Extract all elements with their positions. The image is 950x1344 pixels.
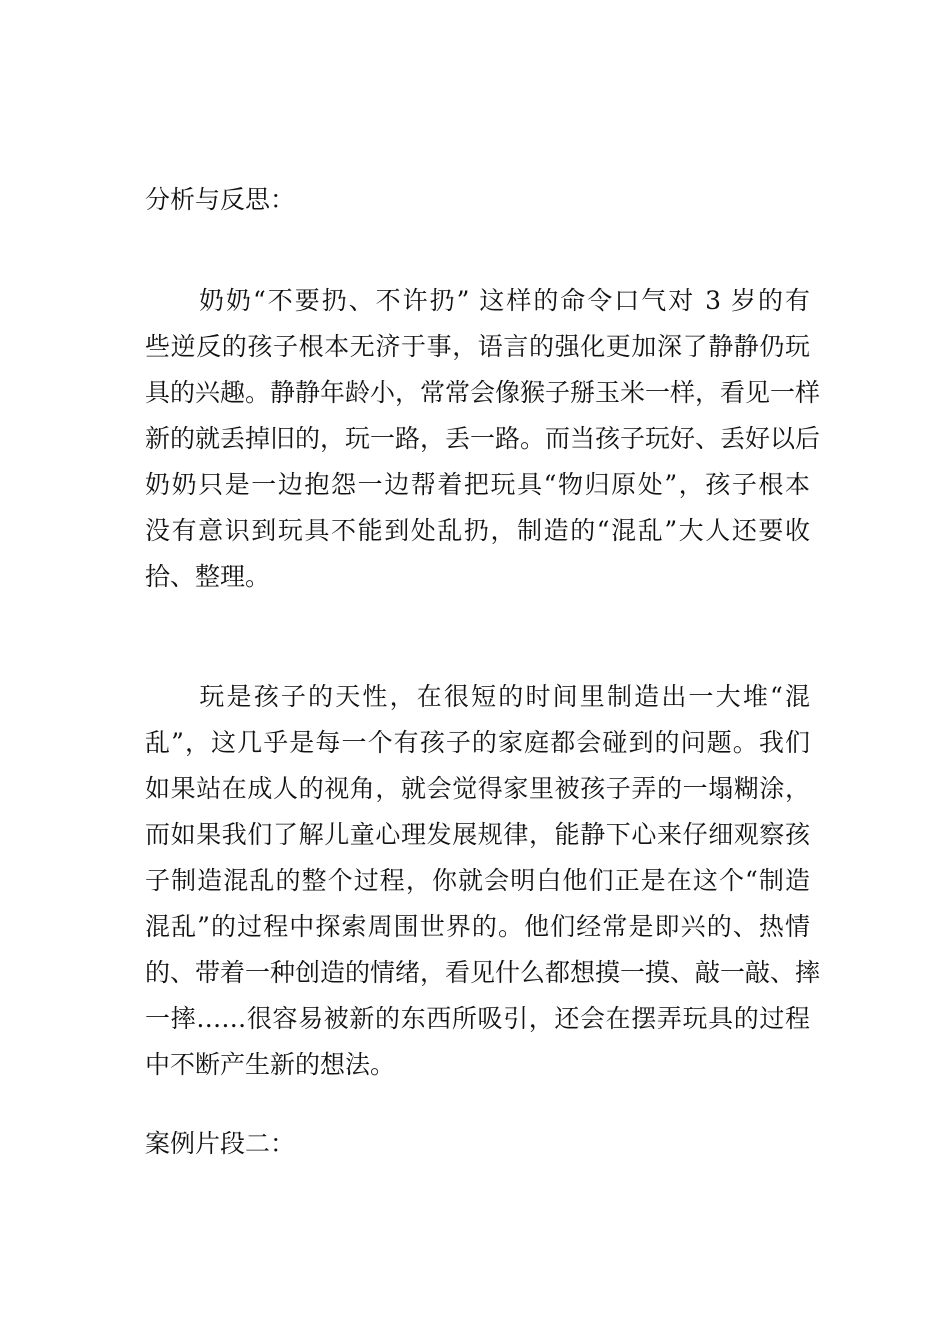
paragraph-line: 子制造混乱的整个过程，你就会明白他们正是在这个“制造 xyxy=(145,866,810,895)
section-heading-case-2: 案例片段二： xyxy=(145,1129,296,1158)
paragraph-line: 奶奶“不要扔、不许扔” 这样的命令口气对 3 岁的有 xyxy=(145,286,810,315)
paragraph-line: 玩是孩子的天性，在很短的时间里制造出一大堆“混 xyxy=(145,682,810,711)
paragraph-line: 乱”，这几乎是每一个有孩子的家庭都会碰到的问题。我们 xyxy=(145,728,810,757)
paragraph-line: 混乱”的过程中探索周围世界的。他们经常是即兴的、热情 xyxy=(145,912,810,941)
paragraph-line: 奶奶只是一边抱怨一边帮着把玩具“物归原处”，孩子根本 xyxy=(145,470,810,499)
paragraph-line: 中不断产生新的想法。 xyxy=(145,1050,396,1079)
paragraph-line: 如果站在成人的视角，就会觉得家里被孩子弄的一塌糊涂， xyxy=(145,774,810,803)
paragraph-reflection-1 xyxy=(145,278,821,600)
paragraph-line: 而如果我们了解儿童心理发展规律，能静下心来仔细观察孩 xyxy=(145,820,810,849)
paragraph-line: 一摔……很容易被新的东西所吸引，还会在摆弄玩具的过程 xyxy=(145,1004,810,1033)
paragraph-line: 些逆反的孩子根本无济于事，语言的强化更加深了静静仍玩 xyxy=(145,332,810,361)
section-heading-analysis: 分析与反思： xyxy=(145,185,296,214)
paragraph-line: 的、带着一种创造的情绪，看见什么都想摸一摸、敲一敲、摔 xyxy=(145,958,821,987)
paragraph-line: 新的就丢掉旧的，玩一路，丢一路。而当孩子玩好、丢好以后 xyxy=(145,424,821,453)
paragraph-line: 没有意识到玩具不能到处乱扔，制造的“混乱”大人还要收 xyxy=(145,516,810,545)
paragraph-reflection-2 xyxy=(145,674,821,1088)
paragraph-line: 拾、整理。 xyxy=(145,562,271,591)
paragraph-line: 具的兴趣。静静年龄小，常常会像猴子掰玉米一样，看见一样 xyxy=(145,378,821,407)
